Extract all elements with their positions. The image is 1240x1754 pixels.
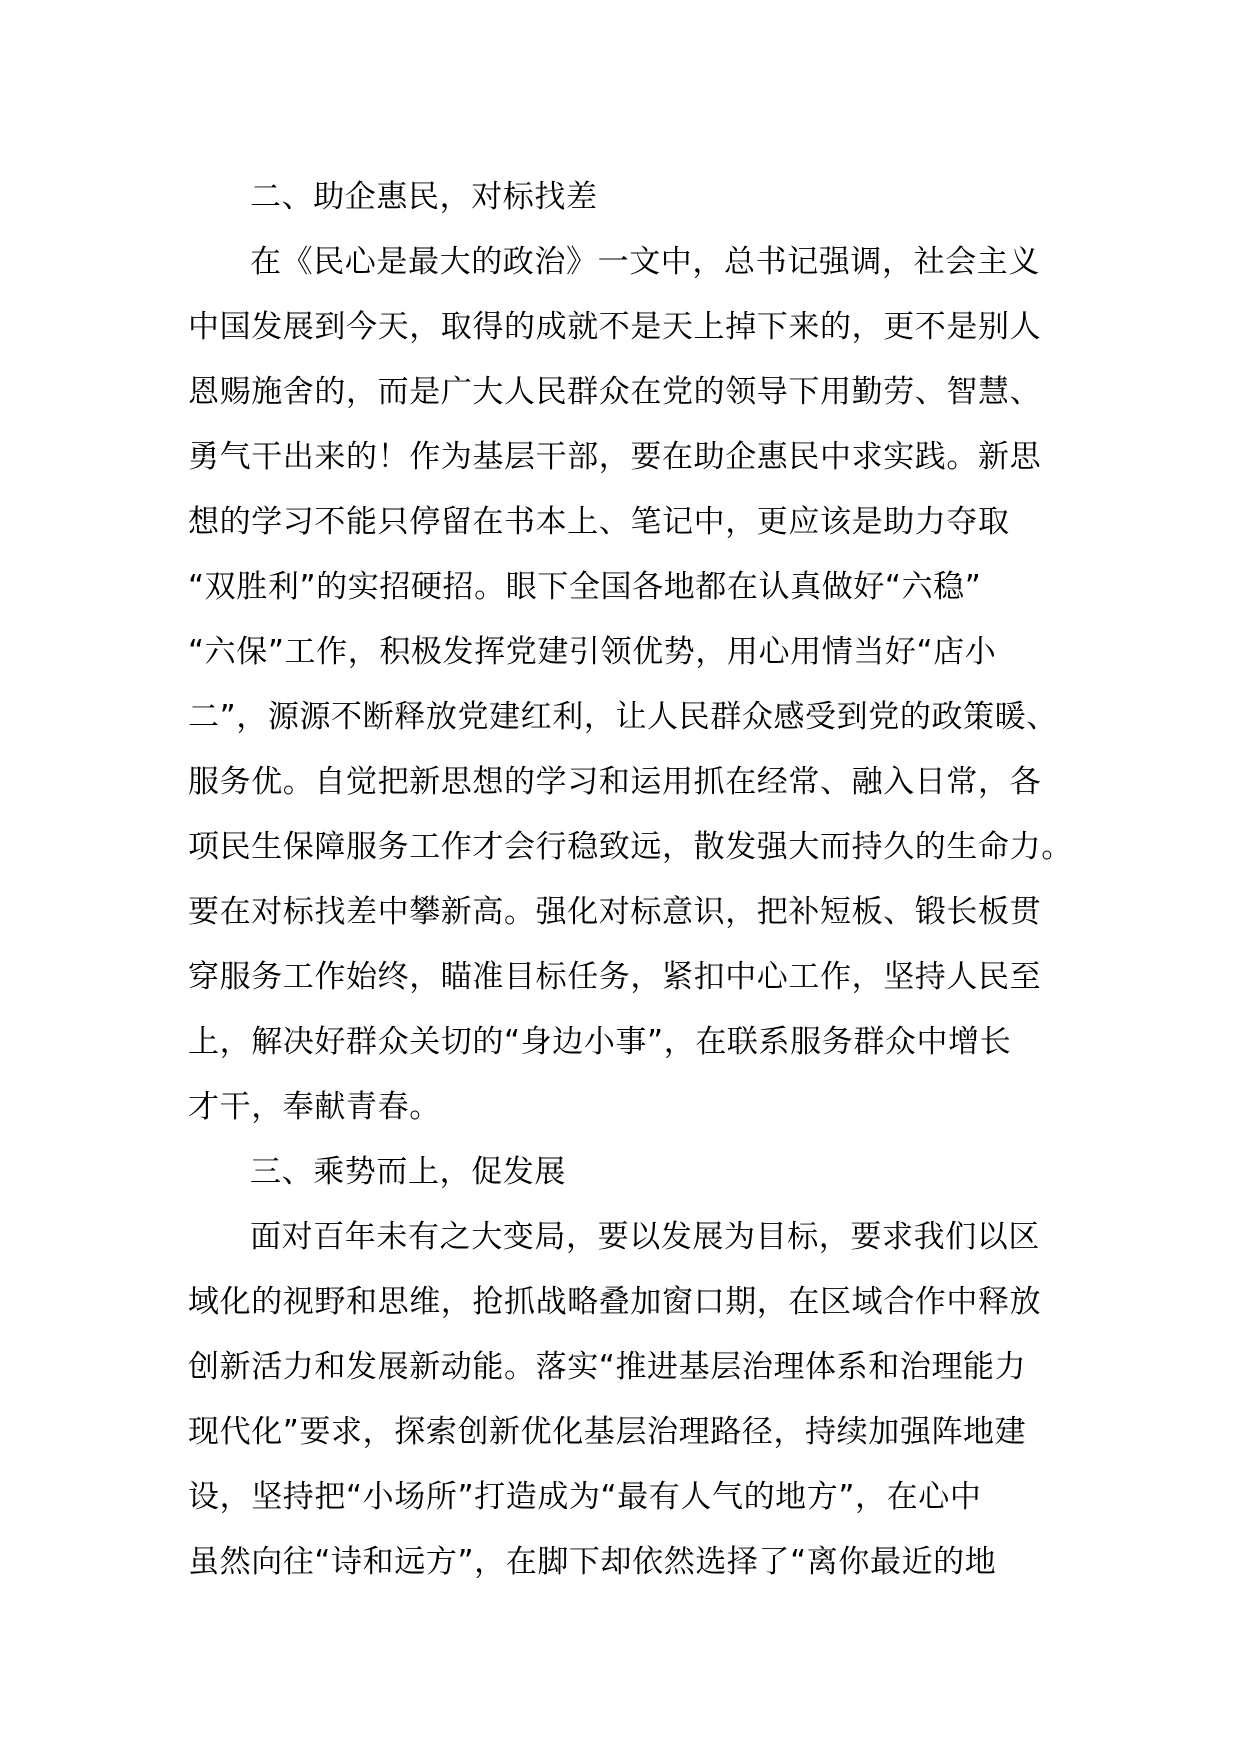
paragraph-line: 穿服务工作始终，瞄准目标任务，紧扣中心工作，坚持人民至 [188,959,1042,995]
paragraph-line: 虽然向往“诗和远方”，在脚下却依然选择了“离你最近的地 [188,1544,997,1580]
paragraph-line: 恩赐施舍的，而是广大人民群众在党的领导下用勤劳、智慧、 [188,374,1042,410]
paragraph-line: 要在对标找差中攀新高。强化对标意识，把补短板、锻长板贯 [188,894,1042,930]
paragraph-line: “双胜利”的实招硬招。眼下全国各地都在认真做好“六稳” [188,569,982,605]
section-heading-3: 三、乘势而上，促发展 [250,1154,566,1190]
paragraph-line: 才干，奉献青春。 [188,1089,441,1125]
paragraph-line: 创新活力和发展新动能。落实“推进基层治理体系和治理能力 [188,1349,1027,1385]
paragraph-line: 项民生保障服务工作才会行稳致远，散发强大而持久的生命力。 [188,829,1073,865]
paragraph-line: 现代化”要求，探索创新优化基层治理路径，持续加强阵地建 [188,1414,1027,1450]
paragraph-line: 勇气干出来的！作为基层干部，要在助企惠民中求实践。新思 [188,439,1042,475]
paragraph-line: “六保”工作，积极发挥党建引领优势，用心用情当好“店小 [188,634,997,670]
paragraph-line: 想的学习不能只停留在书本上、笔记中，更应该是助力夺取 [188,504,1010,540]
document-body [188,165,1073,1595]
paragraph-line: 服务优。自觉把新思想的学习和运用抓在经常、融入日常，各 [188,764,1042,800]
paragraph-line: 中国发展到今天，取得的成就不是天上掉下来的，更不是别人 [188,309,1042,345]
paragraph-line: 上，解决好群众关切的“身边小事”，在联系服务群众中增长 [188,1024,1012,1060]
paragraph-line: 二”，源源不断释放党建红利，让人民群众感受到党的政策暖、 [188,699,1058,735]
paragraph-line: 域化的视野和思维，抢抓战略叠加窗口期，在区域合作中释放 [188,1284,1042,1320]
paragraph-line: 设，坚持把“小场所”打造成为“最有人气的地方”，在心中 [188,1479,982,1515]
paragraph-line: 在《民心是最大的政治》一文中，总书记强调，社会主义 [250,244,1040,280]
section-heading-2: 二、助企惠民，对标找差 [250,179,598,215]
paragraph-line: 面对百年未有之大变局，要以发展为目标，要求我们以区 [250,1219,1040,1255]
